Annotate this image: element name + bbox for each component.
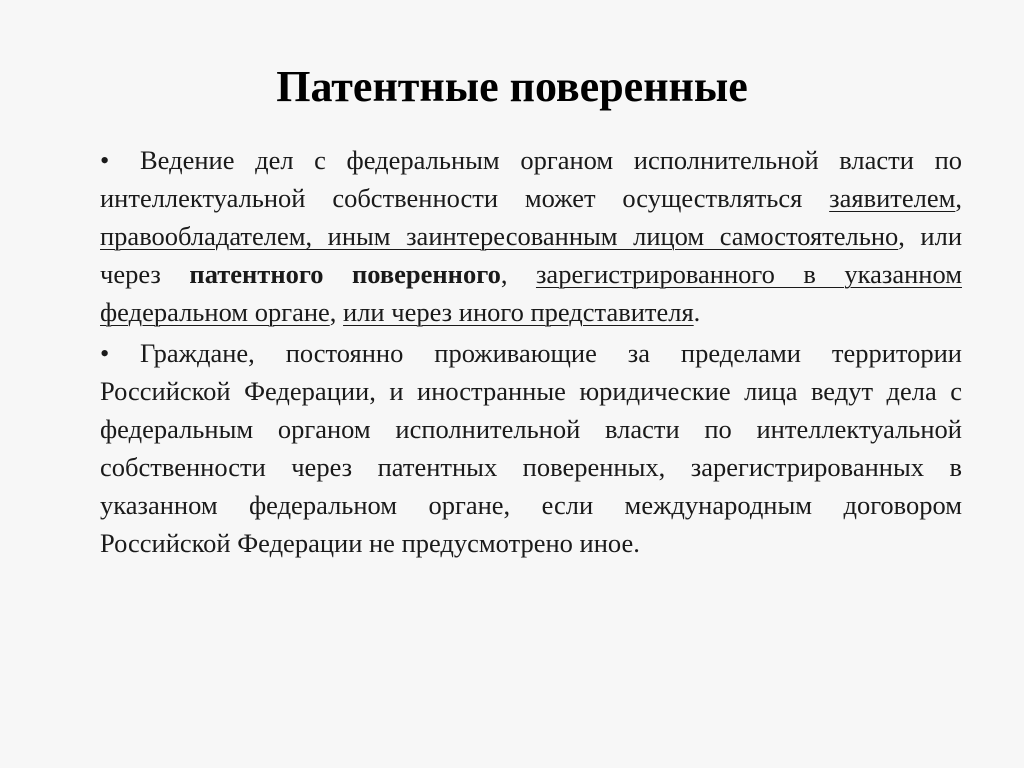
bullet-marker: • — [100, 338, 110, 368]
bullet-marker: • — [100, 145, 110, 175]
paragraph-text: Граждане, постоянно проживающие за пределами территории Российской Федерации, и иностранные юридические лица ведут дела с федеральным органом исполнительной власти по интеллектуальной собственности через патентных поверенных, зарегистрированных в указанном федеральном органе, если международным договором Российской Федерации не предусмотрено иное. — [100, 338, 962, 558]
paragraph-text: Ведение дел с федеральным органом исполнительной власти по интеллектуальной собственности может осуществляться — [100, 145, 962, 213]
bullet-paragraph-1 — [100, 141, 962, 331]
slide-title: Патентные поверенные — [276, 62, 748, 111]
paragraph-text: , — [955, 183, 962, 213]
paragraph-text: , — [329, 297, 344, 327]
underlined-term-rightholder: правообладателем, иным заинтересованным лицом самостоятельно — [100, 221, 899, 251]
slide-body — [100, 141, 962, 565]
underlined-term-registered: зарегистрированного в указанном федеральном органе — [100, 259, 962, 327]
paragraph-text: , или через — [100, 221, 962, 289]
underlined-term-other-representative: или через иного представителя — [343, 297, 694, 327]
bold-term-patent-attorney: патентного поверенного — [189, 259, 501, 289]
paragraph-text: . — [693, 297, 701, 327]
paragraph-text: , — [500, 259, 536, 289]
bullet-paragraph-2 — [100, 334, 962, 562]
underlined-term-applicant: заявителем — [829, 183, 956, 213]
